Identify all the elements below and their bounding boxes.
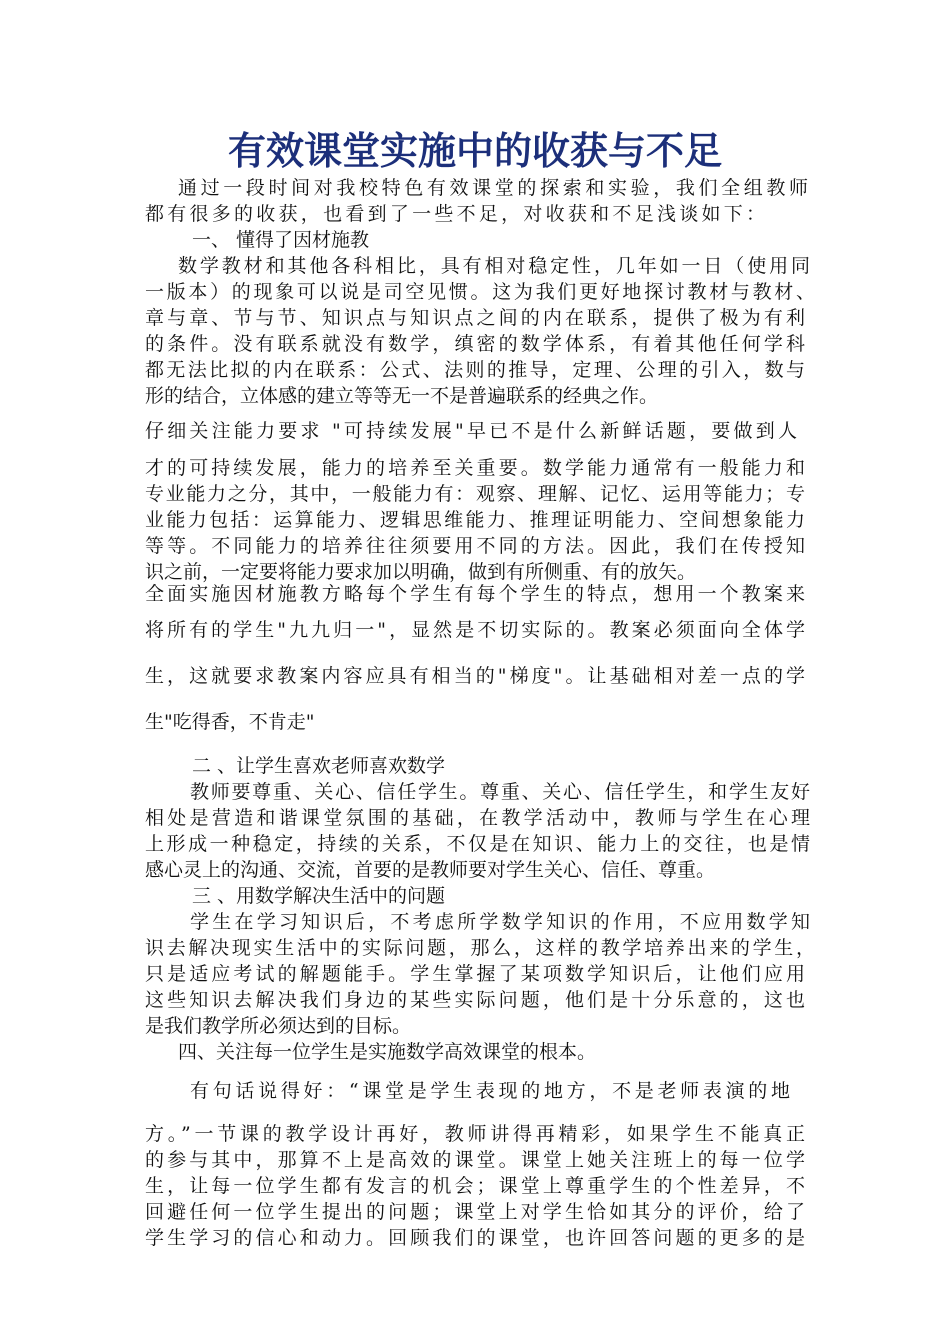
text-line: 方。”一节课的教学设计再好，教师讲得再精彩，如果学生不能真正 — [145, 1123, 805, 1145]
section-heading: 四、关注每一位学生是实施数学高效课堂的根本。 — [178, 1041, 597, 1063]
text-line: 业能力包括：运算能力、逻辑思维能力、推理证明能力、空间想象能力 — [145, 509, 805, 531]
text-line: 通过一段时间对我校特色有效课堂的探索和实验，我们全组教师 — [178, 177, 808, 199]
text-line: 专业能力之分，其中，一般能力有：观察、理解、记忆、运用等能力；专 — [145, 483, 805, 505]
text-line: 形的结合，立体感的建立等等无一不是普遍联系的经典之作。 — [145, 385, 659, 407]
text-line: 一版本）的现象可以说是司空见惯。这为我们更好地探讨教材与教材、 — [145, 281, 815, 303]
text-line: 感心灵上的沟通、交流，首要的是教师要对学生关心、信任、尊重。 — [145, 859, 716, 881]
text-line: 学生在学习知识后，不考虑所学数学知识的作用，不应用数学知 — [190, 911, 810, 933]
text-line: 回避任何一位学生提出的问题；课堂上对学生恰如其分的评价，给了 — [145, 1201, 805, 1223]
section-heading: 一、 懂得了因材施教 — [192, 229, 370, 251]
text-line: 的条件。没有联系就没有数学，缜密的数学体系，有着其他任何学科 — [145, 333, 805, 355]
document-title: 有效课堂实施中的收获与不足 — [227, 128, 722, 173]
text-line: 学生学习的信心和动力。回顾我们的课堂，也许回答问题的更多的是 — [145, 1227, 805, 1249]
text-line: 生"吃得香，不肯走" — [145, 711, 315, 733]
text-line: 才的可持续发展，能力的培养至关重要。数学能力通常有一般能力和 — [145, 457, 805, 479]
text-line: 上形成一种稳定，持续的关系，不仅是在知识、能力上的交往，也是情 — [145, 833, 810, 855]
text-line: 生，让每一位学生都有发言的机会；课堂上尊重学生的个性差异，不 — [145, 1175, 805, 1197]
text-line: 生，这就要求教案内容应具有相当的"梯度"。让基础相对差一点的学 — [145, 665, 805, 687]
text-line: 都无法比拟的内在联系：公式、法则的推导，定理、公理的引入，数与 — [145, 359, 805, 381]
text-line: 数学教材和其他各科相比，具有相对稳定性，几年如一日（使用同 — [178, 255, 810, 277]
text-line: 有句话说得好：“课堂是学生表现的地方，不是老师表演的地 — [190, 1080, 790, 1102]
section-heading: 三 、用数学解决生活中的问题 — [192, 885, 446, 907]
text-line: 的参与其中，那算不上是高效的课堂。课堂上她关注班上的每一位学 — [145, 1149, 805, 1171]
text-line: 是我们教学所必须达到的目标。 — [145, 1015, 412, 1037]
text-line: 只是适应考试的解题能手。学生掌握了某项数学知识后，让他们应用 — [145, 963, 805, 985]
text-line: 识之前，一定要将能力要求加以明确，做到有所侧重、有的放矢。 — [145, 561, 697, 583]
text-line: 章与章、节与节、知识点与知识点之间的内在联系，提供了极为有利 — [145, 307, 805, 329]
text-line: 全面实施因材施教方略每个学生有每个学生的特点，想用一个教案来 — [145, 583, 805, 605]
text-line: 这些知识去解决我们身边的某些实际问题，他们是十分乐意的，这也 — [145, 989, 805, 1011]
text-line: 将所有的学生"九九归一"，显然是不切实际的。教案必须面向全体学 — [145, 619, 805, 641]
section-heading: 二 、让学生喜欢老师喜欢数学 — [192, 755, 446, 777]
text-line: 等等。不同能力的培养往往须要用不同的方法。因此，我们在传授知 — [145, 535, 805, 557]
text-line: 都有很多的收获，也看到了一些不足，对收获和不足浅谈如下： — [145, 203, 765, 225]
text-line: 仔细关注能力要求 "可持续发展"早已不是什么新鲜话题，要做到人 — [145, 420, 797, 442]
text-line: 教师要尊重、关心、信任学生。尊重、关心、信任学生，和学生友好 — [190, 781, 810, 803]
text-line: 识去解决现实生活中的实际问题，那么，这样的教学培养出来的学生， — [145, 937, 815, 959]
text-line: 相处是营造和谐课堂氛围的基础，在教学活动中，教师与学生在心理 — [145, 807, 810, 829]
